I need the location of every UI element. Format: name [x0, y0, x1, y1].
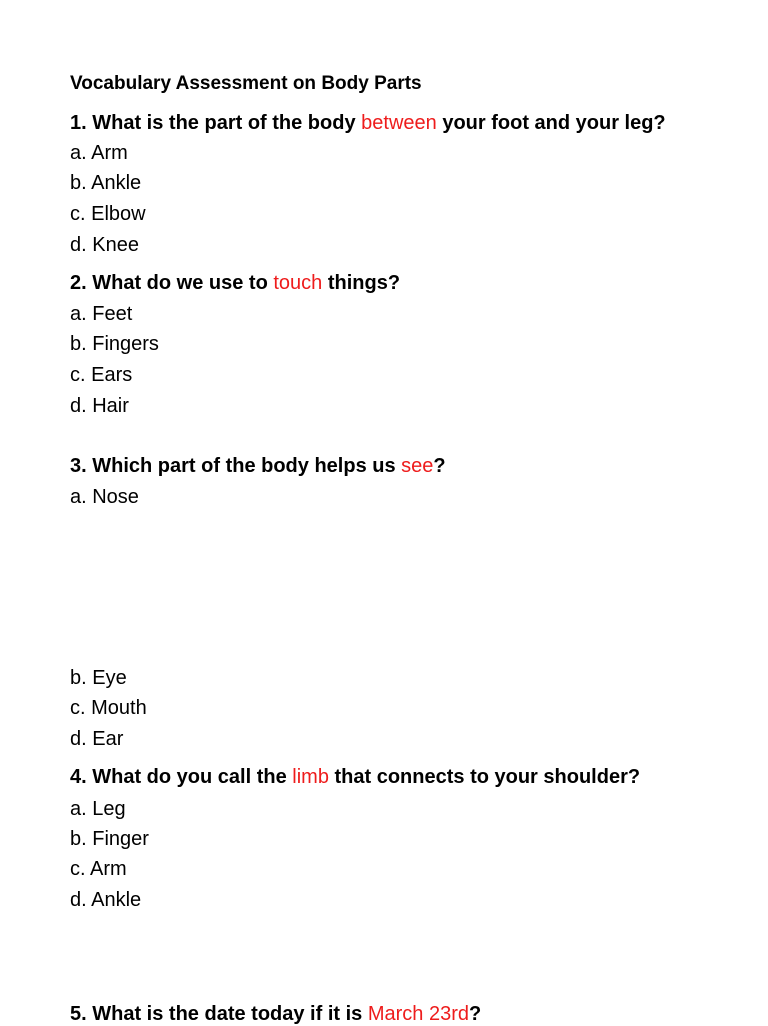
- question-keyword: touch: [273, 272, 323, 294]
- question-keyword: between: [361, 112, 437, 134]
- question-number: 2.: [70, 272, 87, 294]
- answer-option: b. Eye: [70, 667, 127, 689]
- answer-option: b. Finger: [70, 828, 149, 850]
- question-1: [70, 111, 666, 135]
- answer-option: d. Ankle: [70, 889, 142, 911]
- document-title: Vocabulary Assessment on Body Parts: [70, 73, 422, 94]
- answer-option: d. Hair: [70, 395, 129, 417]
- question-text-end: things?: [322, 272, 401, 294]
- question-text-end: that connects to your shoulder?: [328, 766, 641, 788]
- question-text: What do we use to: [92, 272, 274, 294]
- answer-option: c. Mouth: [70, 697, 147, 719]
- question-text-end: ?: [469, 1003, 482, 1025]
- question-number: 4.: [70, 766, 87, 788]
- answer-option: d. Ear: [70, 728, 124, 750]
- answer-option: c. Elbow: [70, 203, 146, 225]
- question-2: [70, 271, 400, 295]
- answer-option: a. Leg: [70, 798, 126, 820]
- question-number: 1.: [70, 112, 87, 134]
- answer-option: a. Arm: [70, 142, 128, 164]
- question-keyword: March 23rd: [367, 1003, 469, 1025]
- answer-option: d. Knee: [70, 234, 139, 256]
- question-number: 5.: [70, 1003, 87, 1025]
- answer-option: c. Arm: [70, 858, 127, 880]
- answer-option: a. Feet: [70, 303, 133, 325]
- question-text: What do you call the: [92, 766, 293, 788]
- question-text: What is the date today if it is: [92, 1003, 368, 1025]
- answer-option: b. Fingers: [70, 333, 159, 355]
- answer-option: c. Ears: [70, 364, 133, 386]
- question-3: [70, 454, 446, 478]
- question-5: [70, 1002, 481, 1026]
- answer-option: b. Ankle: [70, 172, 142, 194]
- question-text: Which part of the body helps us: [92, 455, 402, 477]
- answer-option: a. Nose: [70, 486, 139, 508]
- question-keyword: see: [401, 455, 434, 477]
- question-text-end: your foot and your leg?: [436, 112, 666, 134]
- question-number: 3.: [70, 455, 87, 477]
- question-text-end: ?: [433, 455, 446, 477]
- question-text: What is the part of the body: [92, 112, 362, 134]
- question-keyword: limb: [292, 766, 329, 788]
- question-4: [70, 765, 640, 789]
